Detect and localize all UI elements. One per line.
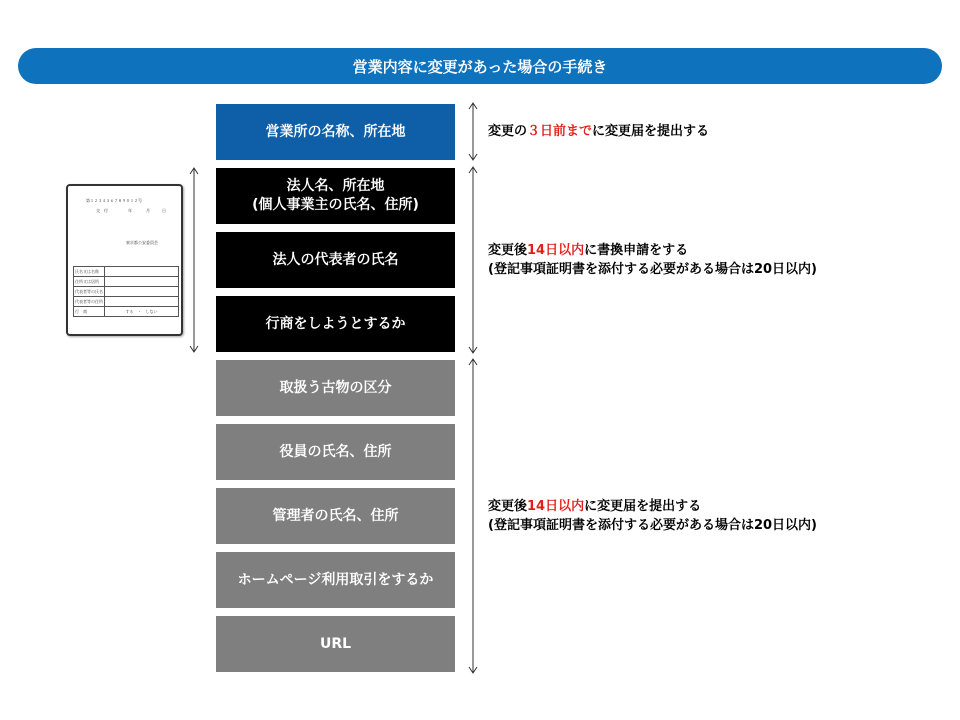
note-subtext: (登記事項証明書を添付する必要がある場合は20日以内) [488, 518, 817, 533]
note-text: 変更後 [488, 499, 528, 514]
item-line2: (個人事業主の氏名、住所) [252, 197, 419, 213]
cert-cell: 行 商 [74, 307, 105, 317]
cert-issuer: 東京都公安委員会 [126, 240, 158, 245]
item-url: URL [216, 616, 455, 672]
note-text: に書換申請をする [584, 243, 689, 258]
right-range-arrow-1 [469, 103, 477, 160]
cert-cell: 代表者等の住所 [74, 297, 105, 307]
cert-issue-label: 交 付 [96, 208, 108, 213]
note-deadline: 14日以内 [527, 499, 585, 514]
note-text: 変更後 [488, 243, 528, 258]
note-change-notification [488, 497, 817, 535]
item-goods-category: 取扱う古物の区分 [216, 360, 455, 416]
cert-cell: 氏名又は名称 [74, 267, 105, 277]
cert-month-label: 月 [146, 208, 150, 213]
cert-cell: する ・ しない [105, 307, 179, 317]
note-deadline: 14日以内 [527, 243, 585, 258]
note-text: に変更届を提出する [584, 499, 702, 514]
item-website-transactions: ホームページ利用取引をするか [216, 552, 455, 608]
page-title: 営業内容に変更があった場合の手続き [18, 48, 942, 84]
note-text: に変更届を提出する [592, 124, 710, 139]
left-range-arrow [190, 168, 198, 352]
item-manager-name-address: 管理者の氏名、住所 [216, 488, 455, 544]
item-line1: 法人名、所在地 [286, 178, 385, 194]
note-deadline: ３日前まで [527, 124, 593, 139]
cert-year-label: 年 [128, 208, 132, 213]
item-representative-name: 法人の代表者の氏名 [216, 232, 455, 288]
right-range-arrow-2 [469, 167, 477, 353]
right-range-arrow-3 [469, 359, 477, 673]
note-rewrite-application [488, 241, 817, 279]
cert-cell: 住所又は居所 [74, 277, 105, 287]
cert-number: 第１２３４５６７８９０１２号 [86, 198, 142, 203]
cert-day-label: 日 [162, 208, 166, 213]
item-office-name-location: 営業所の名称、所在地 [216, 104, 455, 160]
item-peddling: 行商をしようとするか [216, 296, 455, 352]
item-officer-name-address: 役員の氏名、住所 [216, 424, 455, 480]
note-subtext: (登記事項証明書を添付する必要がある場合は20日以内) [488, 262, 817, 277]
note-advance-notice [488, 122, 709, 141]
cert-cell: 代表者等の氏名 [74, 287, 105, 297]
note-text: 変更の [488, 124, 528, 139]
